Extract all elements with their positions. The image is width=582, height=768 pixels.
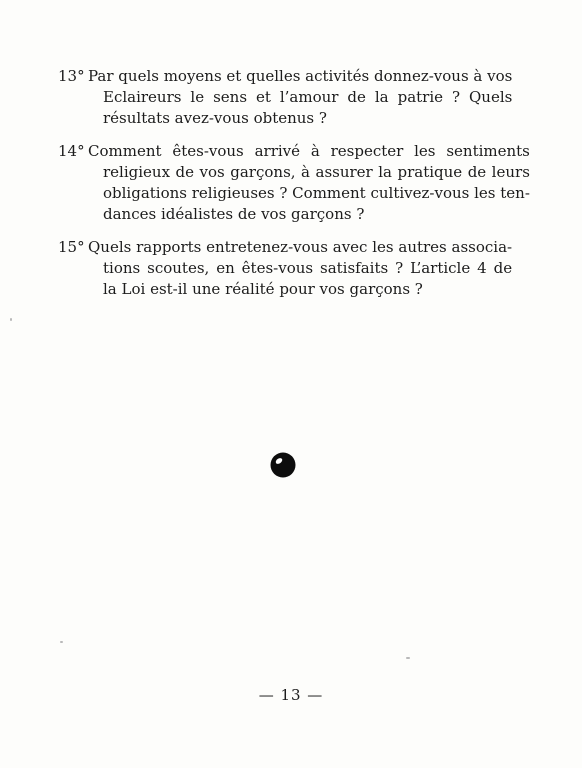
question-line: Comment êtes-vous arrivé à respecter les sentiments <box>88 142 530 160</box>
black-disc-ornament-icon <box>270 452 296 478</box>
question-line: Par quels moyens et quelles activités donnez-vous à vos <box>88 67 513 85</box>
question-line: religieux de vos garçons, à assurer la pratique de leurs <box>103 163 530 181</box>
question-15 <box>58 237 513 300</box>
question-line: dances idéalistes de vos garçons ? <box>103 205 365 223</box>
question-14 <box>58 141 530 225</box>
question-text <box>88 141 530 225</box>
question-13 <box>58 66 513 129</box>
question-line: la Loi est-il une réalité pour vos garçons ? <box>103 280 423 298</box>
paper-speck <box>10 318 12 321</box>
question-line: Quels rapports entretenez-vous avec les autres associa- <box>88 238 513 256</box>
question-text <box>88 237 512 300</box>
page-number: — 13 — <box>258 686 324 704</box>
question-list <box>58 66 530 312</box>
question-text <box>88 66 512 129</box>
question-line: tions scoutes, en êtes-vous satisfaits ? L’article 4 de <box>103 259 513 277</box>
paper-speck <box>60 641 63 643</box>
question-line: résultats avez-vous obtenus ? <box>103 109 327 127</box>
question-number: 13° <box>58 67 85 85</box>
question-line: obligations religieuses ? Comment cultivez-vous les ten- <box>103 184 530 202</box>
paper-speck <box>406 657 410 659</box>
question-number: 15° <box>58 238 85 256</box>
question-number: 14° <box>58 142 85 160</box>
question-line: Eclaireurs le sens et l’amour de la patrie ? Quels <box>103 88 513 106</box>
